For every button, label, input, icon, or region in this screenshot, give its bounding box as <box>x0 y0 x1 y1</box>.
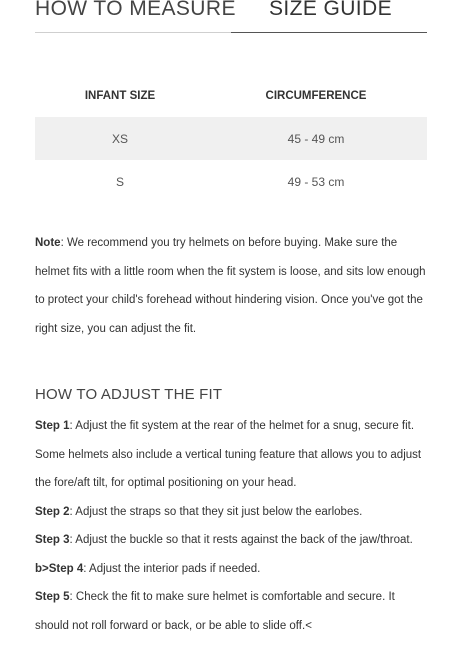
header-infant-size: INFANT SIZE <box>84 89 156 102</box>
step-item <box>35 412 430 498</box>
note-text: : We recommend you try helmets on before buying. Make sure the helmet fits with a little room when the fit system is loose, and sits low enough to protect your child's forehead without hindering vision. Once you've got the right size, you can adjust the fit. <box>35 237 426 335</box>
header-circumference: CIRCUMFERENCE <box>265 89 367 102</box>
step-text: : Adjust the fit system at the rear of the helmet for a snug, secure fit. Some helmets also include a vertical tuning feature that allows you to adjust the fore/aft tilt, for optimal positioning on your head. <box>35 420 422 489</box>
step-item <box>35 555 430 584</box>
tab-size-guide[interactable]: SIZE GUIDE <box>269 0 393 20</box>
step-label: b>Step 4 <box>35 562 84 575</box>
table-header-row <box>35 74 427 117</box>
note-label: Note <box>35 237 61 249</box>
table-row <box>35 117 427 160</box>
step-item <box>35 498 430 527</box>
step-label: Step 2 <box>35 505 70 518</box>
step-item <box>35 526 430 555</box>
step-item <box>35 583 430 640</box>
circumference-cell: 49 - 53 cm <box>287 174 345 189</box>
circumference-cell: 45 - 49 cm <box>287 131 345 146</box>
tab-underline-active <box>231 32 427 33</box>
adjust-steps <box>35 412 430 640</box>
size-guide-tabs <box>35 0 427 33</box>
note-paragraph <box>35 229 430 343</box>
step-text: : Adjust the buckle so that it rests against the back of the jaw/throat. <box>69 534 413 546</box>
tab-underline-inactive <box>35 32 231 33</box>
step-label: Step 1 <box>35 420 70 432</box>
size-table <box>35 74 427 203</box>
step-text: : Check the fit to make sure helmet is comfortable and secure. It should not roll forward or back, or be able to slide off.< <box>35 591 395 632</box>
step-text: : Adjust the straps so that they sit just below the earlobes. <box>69 505 363 518</box>
size-cell: XS <box>111 131 128 146</box>
table-row <box>35 160 427 203</box>
size-cell: S <box>115 174 124 189</box>
step-label: Step 5 <box>35 591 70 603</box>
step-text: : Adjust the interior pads if needed. <box>83 562 261 575</box>
step-label: Step 3 <box>35 534 70 546</box>
tab-how-to-measure[interactable]: HOW TO MEASURE <box>35 0 236 20</box>
adjust-fit-heading: HOW TO ADJUST THE FIT <box>35 386 223 403</box>
